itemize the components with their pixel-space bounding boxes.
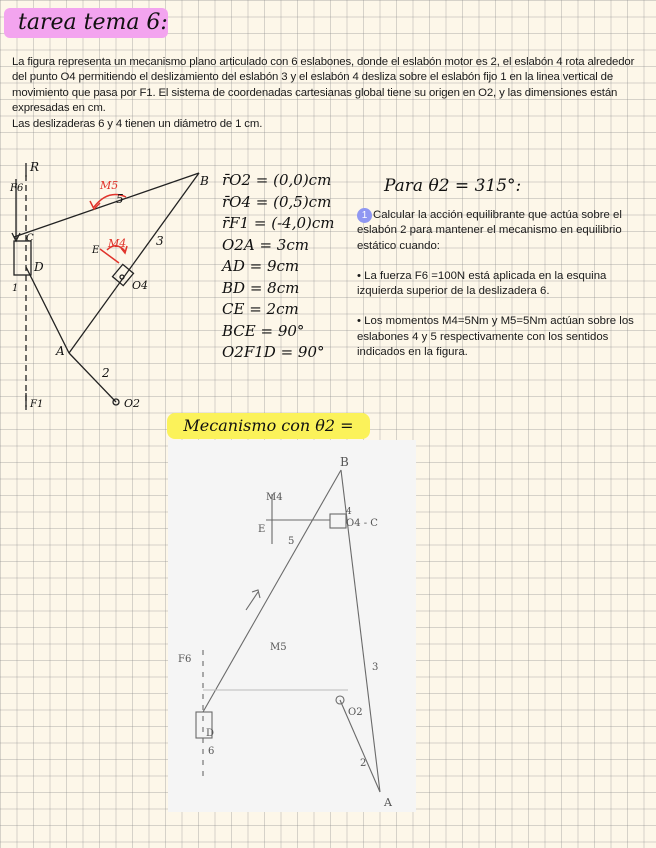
label-m4: M4 xyxy=(108,237,127,250)
label-a: A xyxy=(56,344,65,358)
label-m5: M5 xyxy=(100,179,119,192)
question-number-badge: 1 xyxy=(357,208,372,223)
given-ce: CE = 2cm xyxy=(222,300,299,318)
moment-m5-arrow xyxy=(246,592,258,610)
angle-condition: Para θ2 = 315°: xyxy=(384,176,522,196)
given-ad: AD = 9cm xyxy=(222,257,300,275)
mechanism-sketch xyxy=(168,440,416,812)
given-ro2: r̄O2 = (0,0)cm xyxy=(222,171,332,189)
photo-label-a: A xyxy=(384,796,392,809)
label-o4: O4 xyxy=(132,279,149,292)
link-3 xyxy=(69,173,199,353)
given-o2a: O2A = 3cm xyxy=(222,235,309,254)
moment-m5-arrowhead-photo xyxy=(252,590,260,598)
photo-label-3: 3 xyxy=(372,662,379,673)
photo-label-6: 6 xyxy=(208,746,215,757)
label-3: 3 xyxy=(156,234,164,248)
label-f6: F6 xyxy=(10,183,24,194)
given-data-list xyxy=(222,170,334,364)
label-d: D xyxy=(34,260,44,274)
photo-label-2: 2 xyxy=(360,758,367,769)
photo-label-m5: M5 xyxy=(270,642,287,653)
photo-label-o2: O2 xyxy=(348,707,363,718)
pivot-o4 xyxy=(120,275,124,279)
photo-caption: Mecanismo con θ2 = xyxy=(167,413,370,439)
label-f1: F1 xyxy=(30,399,44,410)
given-ro4: r̄O4 = (0,5)cm xyxy=(222,192,332,211)
question-bullet-2: • Los momentos M4=5Nm y M5=5Nm actúan sobre los eslabones 4 y 5 respectivamente con los sentidos indicados en la figura. xyxy=(357,315,634,359)
photo-label-e: E xyxy=(258,524,266,535)
given-o2f1d: O2F1D = 90° xyxy=(222,343,325,361)
label-e: E xyxy=(92,245,100,256)
photo-label-d: D xyxy=(206,728,215,739)
photo-label-m4: M4 xyxy=(266,492,283,503)
photo-label-5: 5 xyxy=(288,536,295,547)
photo-label-4: 4 xyxy=(346,507,352,517)
intro-paragraph-2: Las deslizaderas 6 y 4 tienen un diámetro de 1 cm. xyxy=(12,117,263,130)
given-bd: BD = 8cm xyxy=(222,278,300,297)
link-ce xyxy=(100,249,119,263)
photo-label-f6: F6 xyxy=(178,654,192,665)
page-title: tarea tema 6: xyxy=(4,8,168,38)
label-c: C xyxy=(26,233,34,244)
label-b: B xyxy=(200,174,209,188)
photo-label-b: B xyxy=(340,455,349,469)
question-intro xyxy=(357,208,642,254)
slider-6 xyxy=(14,241,31,275)
question-text: Calcular la acción equilibrante que actúa sobre el eslabón 2 para mantener el mecanismo en equilibrio estático cuando: xyxy=(357,209,622,252)
label-1: 1 xyxy=(12,283,19,294)
photo-label-o4c: O4 - C xyxy=(346,518,378,529)
label-5: 5 xyxy=(116,192,124,206)
question-block xyxy=(357,208,642,360)
link-ad xyxy=(26,267,69,353)
mechanism-photo xyxy=(168,440,416,812)
given-rf1: r̄F1 = (-4,0)cm xyxy=(222,214,335,232)
slider-4-photo xyxy=(330,514,346,528)
mechanism-diagram xyxy=(4,155,219,415)
given-bce: BCE = 90° xyxy=(222,321,305,340)
intro-paragraph-1: La figura representa un mecanismo plano articulado con 6 eslabones, donde el eslabón motor es 2, el eslabón 4 rota alrededor del punto O4 permitiendo el deslizamiento del eslabón 3 y el eslabón 4 desliza sobre el eslabón fijo 1 en la linea vertical de movimiento que pasa por F1. El sistema de coordenadas cartesianas global tiene su origen en O2, y las dimensiones están expresadas en cm. xyxy=(12,56,635,115)
label-2: 2 xyxy=(102,366,110,380)
label-o2: O2 xyxy=(124,397,141,410)
label-r: R xyxy=(30,160,40,174)
question-bullet-1: • La fuerza F6 =100N está aplicada en la esquina izquierda superior de la deslizadera 6. xyxy=(357,269,607,298)
intro-text xyxy=(12,55,644,132)
